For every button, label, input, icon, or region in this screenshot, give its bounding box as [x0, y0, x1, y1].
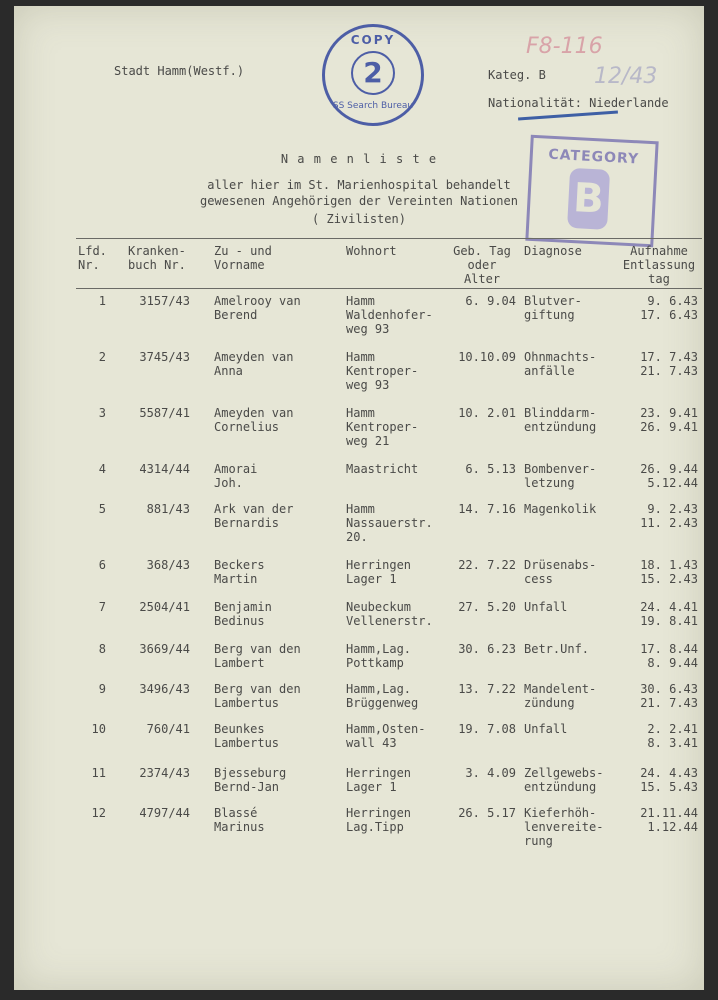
row-book-number: 3745/43 — [139, 350, 190, 364]
table-row — [14, 294, 704, 344]
row-name: Amorai Joh. — [214, 462, 258, 490]
row-birth-date: 13. 7.22 — [458, 682, 516, 696]
row-name: Ameyden van Cornelius — [214, 406, 294, 434]
row-diagnosis: Drüsenabs- cess — [524, 558, 597, 586]
category-stamp-letter: B — [567, 168, 610, 230]
row-book-number: 2374/43 — [139, 766, 190, 780]
header-top-rule — [76, 238, 702, 239]
row-birth-date: 14. 7.16 — [458, 502, 516, 516]
table-row — [14, 722, 704, 772]
row-nr: 1 — [98, 294, 106, 308]
table-row — [14, 806, 704, 856]
row-book-number: 4314/44 — [139, 462, 190, 476]
row-nr: 5 — [98, 502, 106, 516]
row-diagnosis: Ohnmachts- anfälle — [524, 350, 597, 378]
row-nr: 11 — [91, 766, 106, 780]
category-stamp-label: CATEGORY — [548, 146, 640, 168]
row-name: Berg van den Lambertus — [214, 682, 301, 710]
row-residence: Hamm Nassauerstr. 20. — [346, 502, 433, 544]
document-title: N a m e n l i s t e — [280, 152, 438, 166]
row-book-number: 2504/41 — [139, 600, 190, 614]
row-diagnosis: Magenkolik — [524, 502, 597, 516]
copy-stamp — [322, 24, 424, 126]
handwritten-reference-2: 12/43 — [594, 64, 658, 89]
city-label: Stadt Hamm(Westf.) — [114, 64, 245, 78]
row-name: Ark van der Bernardis — [214, 502, 294, 530]
row-diagnosis: Kieferhöh- lenvereite- rung — [524, 806, 604, 848]
row-birth-date: 26. 5.17 — [458, 806, 516, 820]
row-nr: 8 — [98, 642, 106, 656]
row-diagnosis: Zellgewebs- entzündung — [524, 766, 604, 794]
table-row — [14, 350, 704, 400]
row-admission-discharge: 17. 8.44 8. 9.44 — [640, 642, 698, 670]
row-residence: Maastricht — [346, 462, 419, 476]
row-admission-discharge: 9. 2.43 11. 2.43 — [640, 502, 698, 530]
row-birth-date: 27. 5.20 — [458, 600, 516, 614]
row-name: Beunkes Lambertus — [214, 722, 280, 750]
row-name: Ameyden van Anna — [214, 350, 294, 378]
title-line-2: gewesenen Angehörigen der Vereinten Nationen — [200, 194, 518, 208]
row-book-number: 368/43 — [146, 558, 190, 572]
row-admission-discharge: 24. 4.41 19. 8.41 — [640, 600, 698, 628]
handwritten-reference: F8-116 — [526, 34, 603, 59]
row-birth-date: 10. 2.01 — [458, 406, 516, 420]
row-book-number: 3669/44 — [139, 642, 190, 656]
row-residence: Herringen Lager 1 — [346, 558, 412, 586]
row-nr: 9 — [98, 682, 106, 696]
nationality-underline — [518, 111, 618, 121]
row-name: Beckers Martin — [214, 558, 265, 586]
row-residence: Neubeckum Vellenerstr. — [346, 600, 433, 628]
row-book-number: 3496/43 — [139, 682, 190, 696]
row-birth-date: 6. 5.13 — [465, 462, 516, 476]
row-residence: Herringen Lag.Tipp — [346, 806, 412, 834]
row-diagnosis: Blinddarm- entzündung — [524, 406, 597, 434]
row-diagnosis: Mandelent- zündung — [524, 682, 597, 710]
row-residence: Hamm,Osten- wall 43 — [346, 722, 426, 750]
row-birth-date: 30. 6.23 — [458, 642, 516, 656]
row-birth-date: 22. 7.22 — [458, 558, 516, 572]
row-admission-discharge: 18. 1.43 15. 2.43 — [640, 558, 698, 586]
row-name: Berg van den Lambert — [214, 642, 301, 670]
row-book-number: 3157/43 — [139, 294, 190, 308]
title-line-3: ( Zivilisten) — [312, 212, 406, 226]
row-nr: 10 — [91, 722, 106, 736]
row-book-number: 881/43 — [146, 502, 190, 516]
column-header-diagnosis: Diagnose — [524, 244, 582, 258]
row-birth-date: 10.10.09 — [458, 350, 516, 364]
column-header-book: Kranken- buch Nr. — [128, 244, 186, 272]
row-nr: 12 — [91, 806, 106, 820]
row-birth-date: 19. 7.08 — [458, 722, 516, 736]
column-header-admission: Aufnahme Entlassung tag — [622, 244, 696, 286]
column-header-name: Zu - und Vorname — [214, 244, 272, 272]
header-bottom-rule — [76, 288, 702, 289]
table-row — [14, 406, 704, 456]
document-page — [14, 6, 704, 990]
row-residence: Herringen Lager 1 — [346, 766, 412, 794]
row-admission-discharge: 23. 9.41 26. 9.41 — [640, 406, 698, 434]
row-residence: Hamm,Lag. Brüggenweg — [346, 682, 419, 710]
row-book-number: 760/41 — [146, 722, 190, 736]
copy-stamp-number: 2 — [351, 51, 395, 95]
row-diagnosis: Unfall — [524, 722, 568, 736]
nationality-label: Nationalität: Niederlande — [488, 96, 669, 110]
row-residence: Hamm,Lag. Pottkamp — [346, 642, 412, 670]
row-book-number: 4797/44 — [139, 806, 190, 820]
row-residence: Hamm Waldenhofer- weg 93 — [346, 294, 433, 336]
column-header-nr: Lfd. Nr. — [78, 244, 107, 272]
column-header-birth: Geb. Tag oder Alter — [453, 244, 511, 286]
row-admission-discharge: 2. 2.41 8. 3.41 — [647, 722, 698, 750]
category-label: Kateg. B — [488, 68, 546, 82]
row-admission-discharge: 30. 6.43 21. 7.43 — [640, 682, 698, 710]
row-admission-discharge: 21.11.44 1.12.44 — [640, 806, 698, 834]
copy-stamp-sub: SS Search Bureau — [332, 101, 414, 111]
row-nr: 6 — [98, 558, 106, 572]
row-nr: 3 — [98, 406, 106, 420]
column-header-residence: Wohnort — [346, 244, 397, 258]
row-name: Benjamin Bedinus — [214, 600, 272, 628]
row-admission-discharge: 17. 7.43 21. 7.43 — [640, 350, 698, 378]
row-name: Blassé Marinus — [214, 806, 265, 834]
row-admission-discharge: 9. 6.43 17. 6.43 — [640, 294, 698, 322]
row-birth-date: 3. 4.09 — [465, 766, 516, 780]
row-diagnosis: Betr.Unf. — [524, 642, 590, 656]
row-residence: Hamm Kentroper- weg 21 — [346, 406, 419, 448]
row-diagnosis: Blutver- giftung — [524, 294, 582, 322]
row-admission-discharge: 24. 4.43 15. 5.43 — [640, 766, 698, 794]
row-diagnosis: Unfall — [524, 600, 568, 614]
row-nr: 7 — [98, 600, 106, 614]
row-name: Bjesseburg Bernd-Jan — [214, 766, 287, 794]
row-nr: 2 — [98, 350, 106, 364]
row-name: Amelrooy van Berend — [214, 294, 301, 322]
row-birth-date: 6. 9.04 — [465, 294, 516, 308]
row-admission-discharge: 26. 9.44 5.12.44 — [640, 462, 698, 490]
row-nr: 4 — [98, 462, 106, 476]
title-line-1: aller hier im St. Marienhospital behandelt — [207, 178, 511, 192]
row-book-number: 5587/41 — [139, 406, 190, 420]
copy-stamp-word: COPY — [350, 33, 396, 47]
row-diagnosis: Bombenver- letzung — [524, 462, 597, 490]
table-row — [14, 502, 704, 552]
row-residence: Hamm Kentroper- weg 93 — [346, 350, 419, 392]
